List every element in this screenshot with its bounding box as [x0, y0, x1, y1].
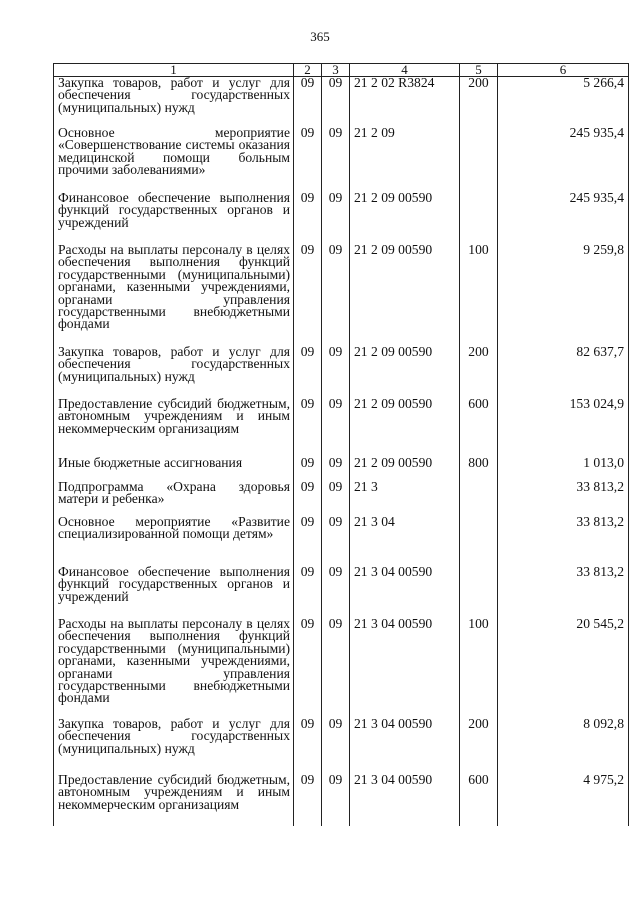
- amount: 9 259,8: [498, 244, 629, 346]
- expense-name: Финансовое обеспечение выполнения функций государственных органов и учреждений: [54, 192, 294, 244]
- table-row: [54, 398, 629, 457]
- expense-type-code: [460, 481, 498, 516]
- expense-name: Предоставление субсидий бюджетным, автономным учреждениям и иным некоммерческим организациям: [54, 774, 294, 826]
- section-code: 09: [294, 127, 322, 192]
- section-code: 09: [294, 346, 322, 398]
- target-article-code: 21 3: [350, 481, 460, 516]
- expense-type-code: 600: [460, 774, 498, 826]
- subsection-code: 09: [322, 244, 350, 346]
- table-row: [54, 566, 629, 618]
- column-header: 4: [350, 64, 460, 77]
- target-article-code: 21 3 04 00590: [350, 774, 460, 826]
- amount: 1 013,0: [498, 457, 629, 481]
- section-code: 09: [294, 192, 322, 244]
- expense-type-code: [460, 192, 498, 244]
- expense-type-code: 200: [460, 718, 498, 774]
- amount: 245 935,4: [498, 127, 629, 192]
- amount: 20 545,2: [498, 618, 629, 718]
- expense-name: Закупка товаров, работ и услуг для обеспечения государственных (муниципальных) нужд: [54, 77, 294, 128]
- subsection-code: 09: [322, 718, 350, 774]
- subsection-code: 09: [322, 127, 350, 192]
- subsection-code: 09: [322, 192, 350, 244]
- column-header: 6: [498, 64, 629, 77]
- subsection-code: 09: [322, 346, 350, 398]
- target-article-code: 21 3 04: [350, 516, 460, 566]
- target-article-code: 21 2 09 00590: [350, 457, 460, 481]
- table-row: [54, 774, 629, 826]
- expense-type-code: [460, 516, 498, 566]
- amount: 8 092,8: [498, 718, 629, 774]
- section-code: 09: [294, 77, 322, 128]
- target-article-code: 21 2 09 00590: [350, 398, 460, 457]
- subsection-code: 09: [322, 481, 350, 516]
- table-row: [54, 457, 629, 481]
- page-number: 365: [310, 29, 330, 44]
- expense-type-code: 200: [460, 77, 498, 128]
- subsection-code: 09: [322, 398, 350, 457]
- target-article-code: 21 2 09 00590: [350, 244, 460, 346]
- amount: 153 024,9: [498, 398, 629, 457]
- expense-name: Подпрограмма «Охрана здоровья матери и ребенка»: [54, 481, 294, 516]
- expense-name: Закупка товаров, работ и услуг для обеспечения государственных (муниципальных) нужд: [54, 718, 294, 774]
- amount: 5 266,4: [498, 77, 629, 128]
- section-code: 09: [294, 398, 322, 457]
- table-row: [54, 718, 629, 774]
- column-header: 3: [322, 64, 350, 77]
- column-header: 2: [294, 64, 322, 77]
- table-row: [54, 516, 629, 566]
- amount: 82 637,7: [498, 346, 629, 398]
- subsection-code: 09: [322, 516, 350, 566]
- section-code: 09: [294, 244, 322, 346]
- amount: 33 813,2: [498, 566, 629, 618]
- subsection-code: 09: [322, 457, 350, 481]
- subsection-code: 09: [322, 77, 350, 128]
- amount: 245 935,4: [498, 192, 629, 244]
- expense-name: Расходы на выплаты персоналу в целях обеспечения выполнения функций государственными (муниципальными) органами, казенными учреждениями, органами управления государственными внебюджетными фондами: [54, 618, 294, 718]
- target-article-code: 21 3 04 00590: [350, 618, 460, 718]
- subsection-code: 09: [322, 774, 350, 826]
- expense-name: Основное мероприятие «Совершенствование системы оказания медицинской помощи больным прочими заболеваниями»: [54, 127, 294, 192]
- subsection-code: 09: [322, 618, 350, 718]
- column-header: 5: [460, 64, 498, 77]
- section-code: 09: [294, 481, 322, 516]
- expense-type-code: [460, 566, 498, 618]
- amount: 4 975,2: [498, 774, 629, 826]
- amount: 33 813,2: [498, 481, 629, 516]
- target-article-code: 21 3 04 00590: [350, 566, 460, 618]
- expense-name: Закупка товаров, работ и услуг для обеспечения государственных (муниципальных) нужд: [54, 346, 294, 398]
- section-code: 09: [294, 566, 322, 618]
- amount: 33 813,2: [498, 516, 629, 566]
- section-code: 09: [294, 718, 322, 774]
- section-code: 09: [294, 457, 322, 481]
- budget-table: [53, 63, 629, 826]
- table-row: [54, 77, 629, 128]
- expense-type-code: 800: [460, 457, 498, 481]
- table-row: [54, 127, 629, 192]
- target-article-code: 21 3 04 00590: [350, 718, 460, 774]
- section-code: 09: [294, 774, 322, 826]
- expense-type-code: 200: [460, 346, 498, 398]
- expense-name: Предоставление субсидий бюджетным, автономным учреждениям и иным некоммерческим организациям: [54, 398, 294, 457]
- target-article-code: 21 2 02 R3824: [350, 77, 460, 128]
- target-article-code: 21 2 09 00590: [350, 192, 460, 244]
- target-article-code: 21 2 09: [350, 127, 460, 192]
- section-code: 09: [294, 516, 322, 566]
- expense-type-code: 100: [460, 244, 498, 346]
- table-row: [54, 346, 629, 398]
- expense-name: Иные бюджетные ассигнования: [54, 457, 294, 481]
- target-article-code: 21 2 09 00590: [350, 346, 460, 398]
- table-row: [54, 481, 629, 516]
- section-code: 09: [294, 618, 322, 718]
- expense-type-code: 100: [460, 618, 498, 718]
- table-row: [54, 618, 629, 718]
- expense-name: Основное мероприятие «Развитие специализированной помощи детям»: [54, 516, 294, 566]
- expense-type-code: [460, 127, 498, 192]
- table-row: [54, 244, 629, 346]
- expense-type-code: 600: [460, 398, 498, 457]
- column-header: 1: [54, 64, 294, 77]
- subsection-code: 09: [322, 566, 350, 618]
- table-row: [54, 192, 629, 244]
- expense-name: Расходы на выплаты персоналу в целях обеспечения выполнения функций государственными (муниципальными) органами, казенными учреждениями, органами управления государственными внебюджетными фондами: [54, 244, 294, 346]
- expense-name: Финансовое обеспечение выполнения функций государственных органов и учреждений: [54, 566, 294, 618]
